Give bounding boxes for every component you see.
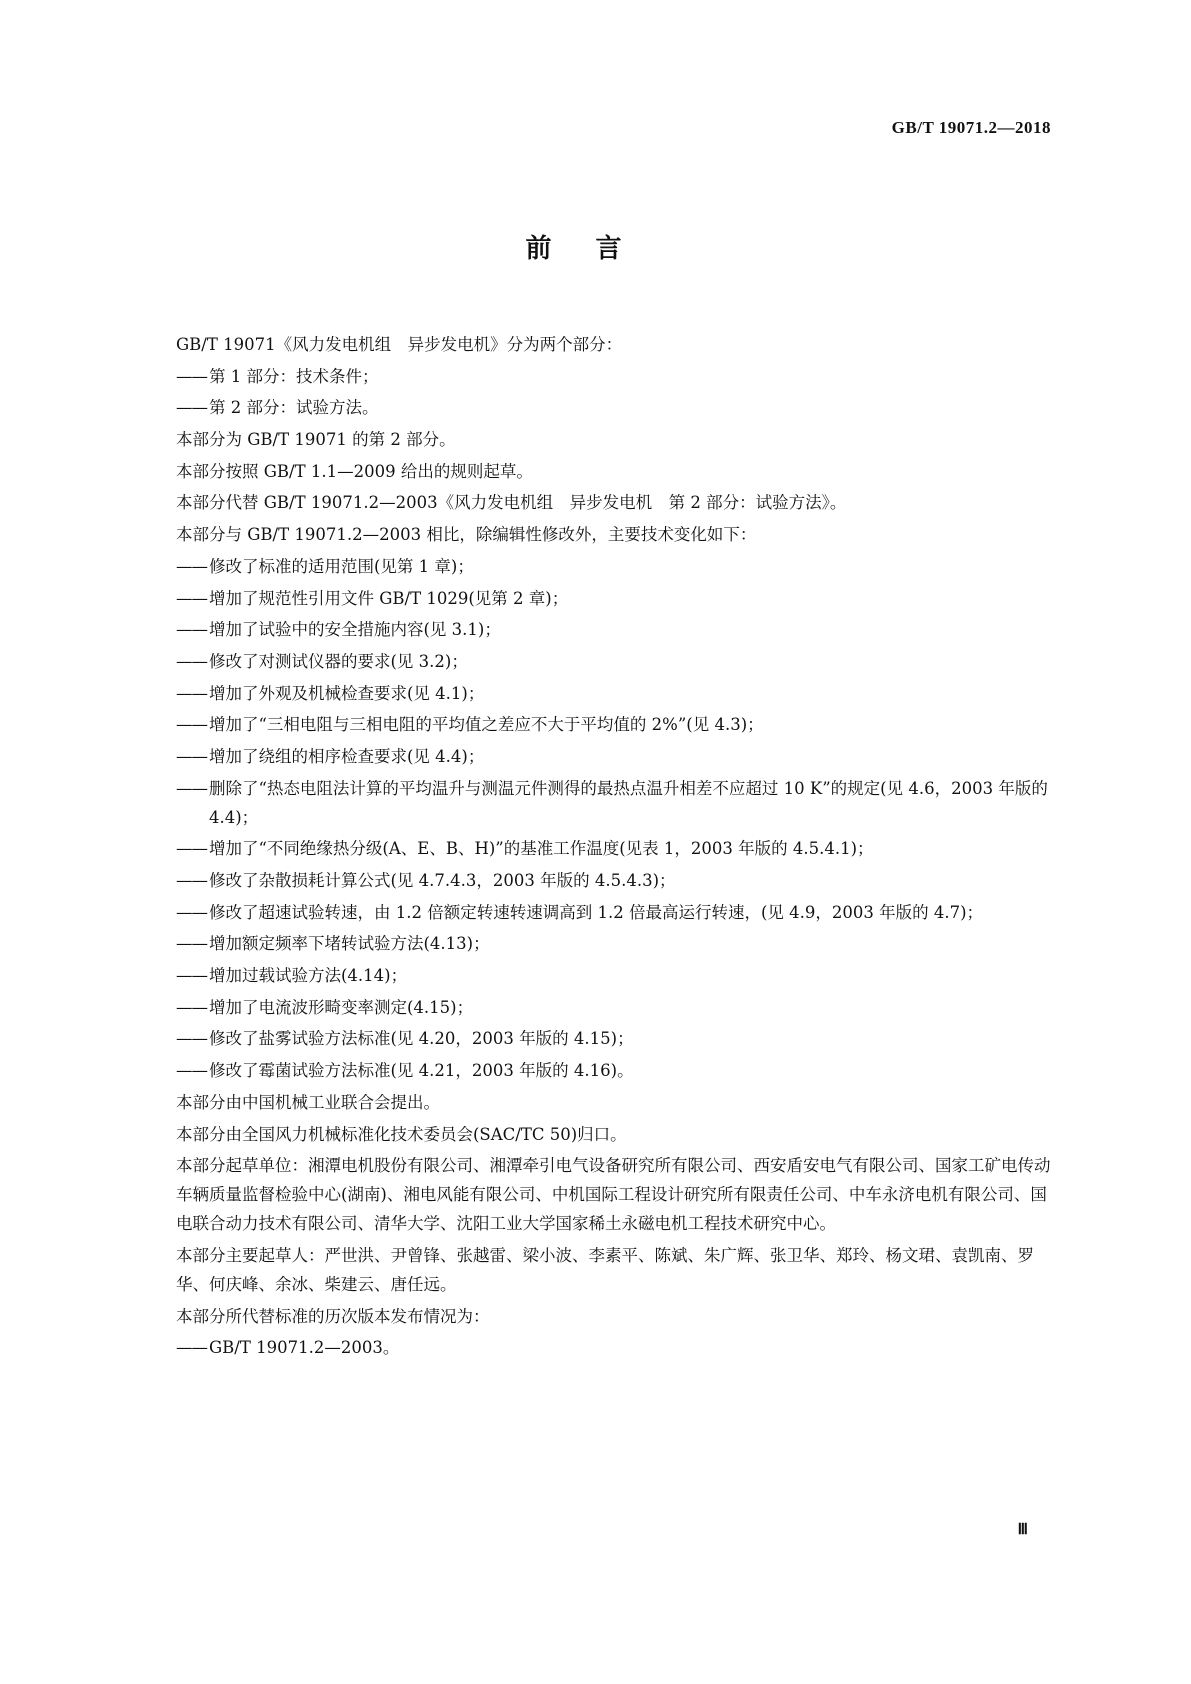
dash-list-item: [176, 742, 1056, 771]
list-item-text: 删除了“热态电阻法计算的平均温升与测温元件测得的最热点温升相差不应超过 10 K”的规定(见 4.6，2003 年版的 4.4)；: [209, 778, 1048, 827]
list-item-text: 增加了绕组的相序检查要求(见 4.4)；: [209, 746, 485, 766]
dash-list-item: [176, 774, 1056, 832]
dash-list-item: [176, 834, 1056, 863]
page-title: 前言: [525, 234, 666, 264]
list-item-text: 修改了霉菌试验方法标准(见 4.21，2003 年版的 4.16)。: [209, 1061, 634, 1081]
dash-list-item: [176, 866, 1056, 895]
list-item-text: 修改了标准的适用范围(见第 1 章)；: [209, 556, 474, 576]
list-item-text: 增加过载试验方法(4.14)；: [209, 966, 408, 986]
dash-list-item: [176, 929, 1056, 958]
dash-marker: ——: [176, 398, 207, 418]
paragraph-drafters: 本部分主要起草人：严世洪、尹曾锋、张越雷、梁小波、李素平、陈斌、朱广辉、张卫华、郑玲、杨文珺、袁凯南、罗华、何庆峰、余冰、柴建云、唐任远。: [176, 1245, 1034, 1294]
dash-list-item: [176, 393, 1056, 422]
dash-marker: ——: [176, 1061, 207, 1081]
paragraph: 本部分所代替标准的历次版本发布情况为：: [176, 1306, 490, 1326]
dash-marker: ——: [176, 746, 207, 766]
dash-marker: ——: [176, 997, 207, 1017]
dash-marker: ——: [176, 871, 207, 890]
list-item-text: 修改了盐雾试验方法标准(见 4.20，2003 年版的 4.15)；: [209, 1029, 634, 1049]
list-item-text: 修改了超速试验转速，由 1.2 倍额定转速转速调高到 1.2 倍最高运行转速，(见 4.9，2003 年版的 4.7)；: [209, 902, 984, 922]
dash-marker: ——: [176, 651, 207, 671]
standard-code: GB/T 19071.2—2018: [891, 118, 1051, 137]
dash-marker: ——: [176, 366, 207, 386]
dash-marker: ——: [176, 620, 207, 640]
dash-list-item: [176, 584, 1056, 613]
list-item-text: 增加了“三相电阻与三相电阻的平均值之差应不大于平均值的 2%”(见 4.3)；: [209, 715, 764, 735]
dash-list-item: [176, 679, 1056, 708]
list-item-text: 增加了试验中的安全措施内容(见 3.1)；: [209, 620, 501, 640]
dash-marker: ——: [176, 966, 207, 986]
dash-marker: ——: [176, 1338, 207, 1358]
dash-marker: ——: [176, 839, 207, 859]
list-item-text: 第 1 部分：技术条件；: [209, 366, 379, 386]
document-body: [176, 330, 1056, 1365]
paragraph-drafting-units: 本部分起草单位：湘潭电机股份有限公司、湘潭牵引电气设备研究所有限公司、西安盾安电气有限公司、国家工矿电传动车辆质量监督检验中心(湖南)、湘电风能有限公司、中机国际工程设计研究所有限责任公司、中车永济电机有限公司、国电联合动力技术有限公司、清华大学、沈阳工业大学国家稀土永磁电机工程技术研究中心。: [176, 1156, 1051, 1234]
list-item-text: 增加了电流波形畸变率测定(4.15)；: [209, 997, 474, 1017]
dash-list-item: [176, 1333, 1056, 1362]
dash-marker: ——: [176, 1029, 207, 1049]
dash-marker: ——: [176, 556, 207, 576]
dash-list-item: [176, 552, 1056, 581]
paragraph: 本部分与 GB/T 19071.2—2003 相比，除编辑性修改外，主要技术变化如下：: [176, 525, 757, 545]
dash-marker: ——: [176, 778, 207, 798]
list-item-text: 增加额定频率下堵转试验方法(4.13)；: [209, 934, 490, 954]
paragraph: 本部分由全国风力机械标准化技术委员会(SAC/TC 50)归口。: [176, 1124, 627, 1144]
list-item-text: 修改了杂散损耗计算公式(见 4.7.4.3，2003 年版的 4.5.4.3)；: [209, 871, 676, 890]
paragraph: GB/T 19071《风力发电机组 异步发电机》分为两个部分：: [176, 335, 623, 354]
list-item-text: 第 2 部分：试验方法。: [209, 398, 379, 418]
paragraph: 本部分为 GB/T 19071 的第 2 部分。: [176, 430, 456, 450]
dash-list-item: [176, 1024, 1056, 1053]
dash-marker: ——: [176, 588, 207, 608]
dash-list-item: [176, 362, 1056, 391]
dash-list-item: [176, 1056, 1056, 1085]
list-item-text: GB/T 19071.2—2003。: [209, 1338, 400, 1358]
dash-list-item: [176, 710, 1056, 739]
list-item-text: 增加了外观及机械检查要求(见 4.1)；: [209, 683, 485, 703]
dash-marker: ——: [176, 934, 207, 954]
dash-list-item: [176, 993, 1056, 1022]
paragraph: 本部分代替 GB/T 19071.2—2003《风力发电机组 异步发电机 第 2 部分：试验方法》。: [176, 493, 847, 513]
paragraph: 本部分按照 GB/T 1.1—2009 给出的规则起草。: [176, 461, 533, 481]
dash-marker: ——: [176, 683, 207, 703]
list-item-text: 增加了“不同绝缘热分级(A、E、B、H)”的基准工作温度(见表 1，2003 年版的 4.5.4.1)；: [209, 839, 874, 859]
dash-list-item: [176, 615, 1056, 644]
dash-marker: ——: [176, 902, 207, 922]
page-number: Ⅲ: [1017, 1522, 1028, 1538]
dash-list-item: [176, 647, 1056, 676]
list-item-text: 增加了规范性引用文件 GB/T 1029(见第 2 章)；: [209, 588, 569, 608]
dash-list-item: [176, 898, 1056, 927]
dash-marker: ——: [176, 715, 207, 735]
paragraph: 本部分由中国机械工业联合会提出。: [176, 1092, 440, 1112]
list-item-text: 修改了对测试仪器的要求(见 3.2)；: [209, 651, 468, 671]
dash-list-item: [176, 961, 1056, 990]
